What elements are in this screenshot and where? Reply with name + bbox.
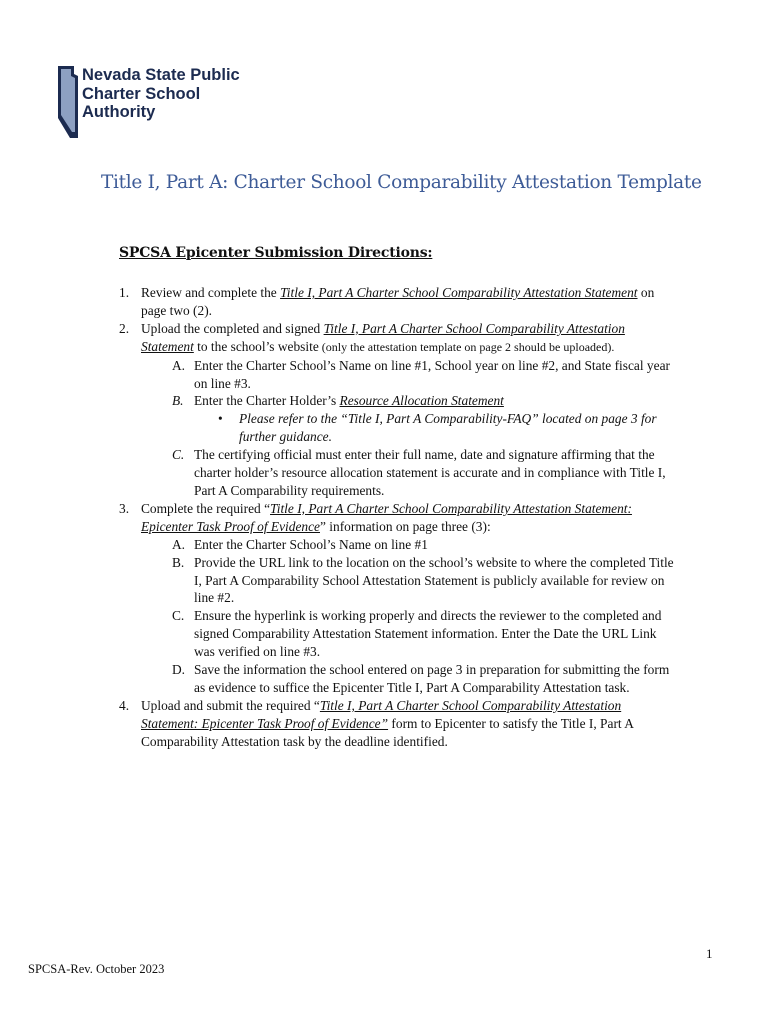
sub-marker: C. — [172, 608, 185, 624]
sub-item-3b — [172, 554, 679, 608]
sub-marker: B. — [172, 554, 185, 570]
sub-item-3c — [172, 607, 679, 661]
item-number: 2. — [119, 320, 130, 336]
attestation-statement-link[interactable]: Title I, Part A Charter School Comparability Attestation Statement — [280, 285, 638, 300]
sub-text: Enter the Charter School’s Name on line #1 — [194, 536, 428, 552]
item-text: ” information on page three (3): — [320, 518, 491, 534]
directions-heading: SPCSA Epicenter Submission Directions: — [119, 245, 433, 261]
sub-text: Save the information the school entered on page 3 in preparation for submitting the form as evidence to suffice the Epicenter Title I, Part A Comparability Attestation task. — [194, 662, 670, 695]
sub-marker: D. — [172, 662, 186, 678]
sub-item-2a — [172, 357, 679, 393]
sub-marker: A. — [172, 536, 186, 552]
item-text: to the school’s website — [193, 338, 319, 354]
proof-of-evidence-link[interactable]: Title I, Part A Charter School Comparability Attestation Statement: Epicenter Task Proof of Evidence” — [141, 697, 622, 731]
item-note: (only the attestation template on page 2 should be uploaded). — [318, 339, 615, 354]
spcsa-logo — [58, 64, 248, 140]
revision-footer: SPCSA-Rev. October 2023 — [28, 962, 165, 976]
sub-text: Ensure the hyperlink is working properly and directs the reviewer to the completed and signed Comparability Attestation Statement information. Enter the Date the URL Link was verified on line #3. — [194, 608, 662, 660]
sub-text: Enter the Charter Holder’s — [194, 393, 340, 409]
bullet-dot-icon: • — [218, 411, 223, 427]
logo-line-2: Charter School — [82, 84, 201, 103]
logo-line-1: Nevada State Public — [82, 66, 240, 84]
item-number: 1. — [119, 285, 130, 300]
nevada-state-shape-icon — [58, 66, 78, 138]
document-title: Title I, Part A: Charter School Comparability Attestation Template — [101, 172, 702, 193]
item-text: on page two (2). — [141, 285, 655, 318]
list-item-3 — [119, 500, 679, 536]
sub-item-3d — [172, 661, 679, 697]
item-text: Review and complete the — [141, 285, 281, 300]
sub-item-2c — [172, 446, 679, 500]
bullet-text: Please refer to the “Title I, Part A Comparability-FAQ” located on page 3 for further guidance. — [239, 411, 657, 445]
item-number: 3. — [119, 500, 130, 516]
sub-item-3a — [172, 536, 679, 554]
list-item-4 — [119, 697, 679, 751]
item-number: 4. — [119, 697, 130, 713]
item-text: form to Epicenter to satisfy the Title I, Part A Comparability Attestation task by the deadline identified. — [141, 715, 634, 749]
sub-text: Provide the URL link to the location on the school’s website to where the completed Title I, Part A Comparability School Attestation Statement is publicly available for review on line #2. — [194, 554, 674, 606]
sub-text: Enter the Charter School’s Name on line #1, School year on line #2, and State fiscal year on line #3. — [194, 357, 670, 391]
item-text: Complete the required “ — [141, 500, 271, 516]
bullet-item-faq — [217, 410, 679, 446]
sub-marker: A. — [172, 357, 186, 373]
list-item-2 — [119, 320, 679, 357]
item-text: Upload and submit the required “ — [141, 697, 320, 713]
sub-item-2b — [172, 392, 679, 410]
sub-marker: C. — [172, 447, 185, 463]
sub-text: The certifying official must enter their full name, date and signature affirming that the charter holder’s resource allocation statement is accurate and in compliance with Title I, Part A Comparability requirements. — [194, 447, 666, 498]
directions-list — [119, 284, 679, 751]
list-item-1 — [119, 284, 679, 320]
resource-allocation-link[interactable]: Resource Allocation Statement — [339, 393, 504, 409]
sub-marker: B. — [172, 393, 184, 409]
proof-of-evidence-link[interactable]: Title I, Part A Charter School Comparability Attestation Statement: Epicenter Task Proof of Evidence — [141, 500, 632, 534]
logo-line-3: Authority — [82, 103, 156, 121]
page-number: 1 — [706, 946, 713, 961]
item-text: Upload the completed and signed — [141, 320, 324, 336]
attestation-statement-link[interactable]: Title I, Part A Charter School Comparability Attestation Statement — [141, 320, 625, 354]
logo-wordmark — [82, 66, 240, 122]
